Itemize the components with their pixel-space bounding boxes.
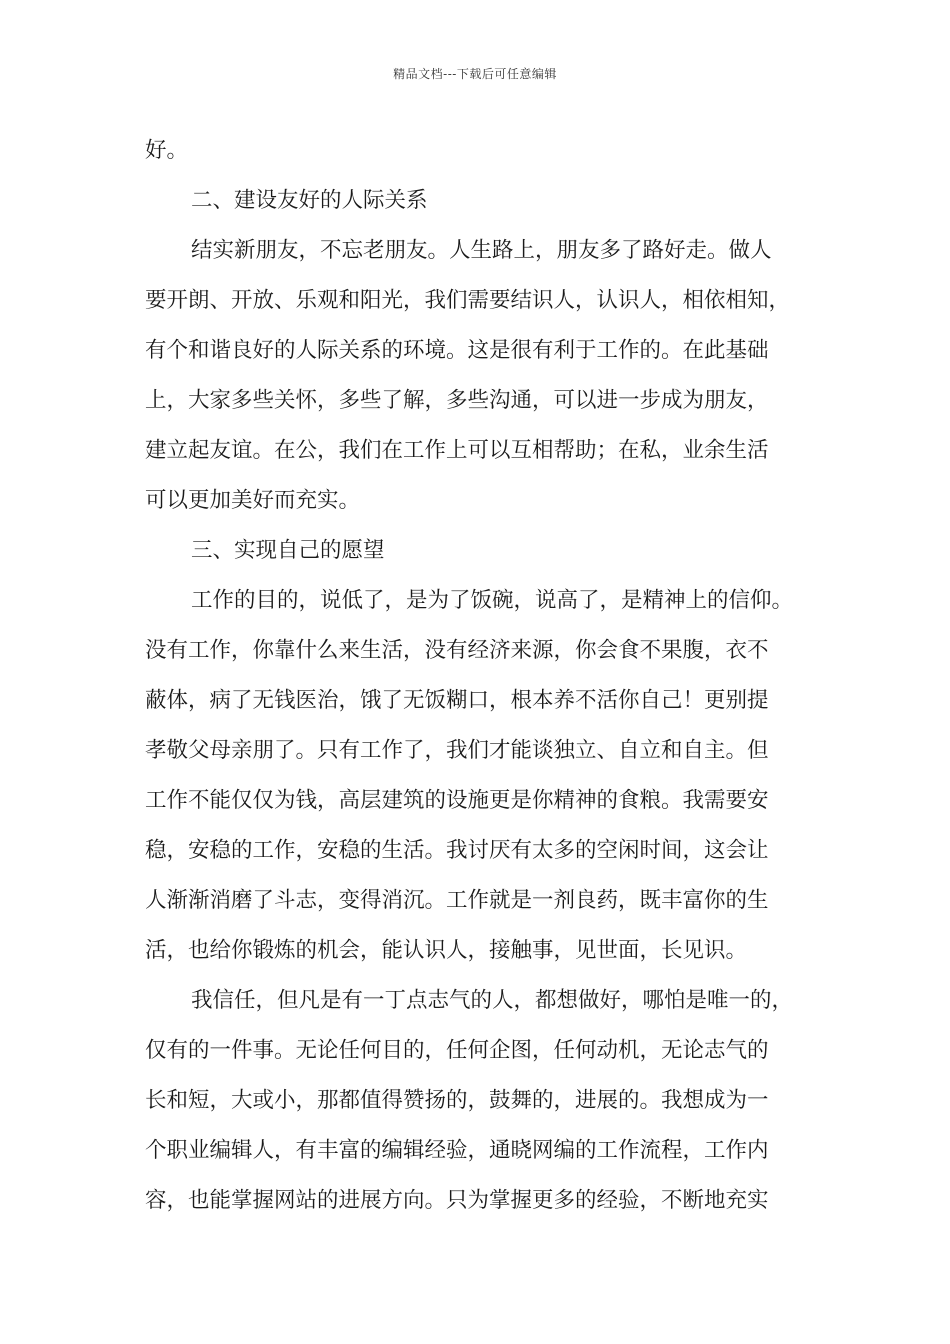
text-line: 建立起友谊。在公，我们在工作上可以互相帮助；在私，业余生活 [145,438,769,463]
text-line: 我信任，但凡是有一丁点志气的人，都想做好，哪怕是唯一的， [191,988,794,1013]
text-line: 工作不能仅仅为钱，高层建筑的设施更是你精神的食粮。我需要安 [145,788,769,813]
text-line: 可以更加美好而充实。 [145,488,361,513]
text-line: 结实新朋友，不忘老朋友。人生路上，朋友多了路好走。做人 [191,238,772,263]
text-line: 工作的目的，说低了，是为了饭碗，说高了，是精神上的信仰。 [191,588,794,613]
text-line: 个职业编辑人，有丰富的编辑经验，通晓网编的工作流程，工作内 [145,1138,769,1163]
text-line: 有个和谐良好的人际关系的环境。这是很有利于工作的。在此基础 [145,338,769,363]
text-line: 上，大家多些关怀，多些了解，多些沟通，可以进一步成为朋友， [145,388,769,413]
text-line: 长和短，大或小，那都值得赞扬的，鼓舞的，进展的。我想成为一 [145,1088,769,1113]
text-line: 没有工作，你靠什么来生活，没有经济来源，你会食不果腹，衣不 [145,638,769,663]
text-line: 稳，安稳的工作，安稳的生活。我讨厌有太多的空闲时间，这会让 [145,838,769,863]
page-header: 精品文档---下载后可任意编辑 [393,67,557,81]
text-line: 人渐渐消磨了斗志，变得消沉。工作就是一剂良药，既丰富你的生 [145,888,769,913]
section-heading: 三、实现自己的愿望 [191,538,385,563]
text-line: 要开朗、开放、乐观和阳光，我们需要结识人，认识人，相依相知， [145,288,791,313]
text-line: 容，也能掌握网站的进展方向。只为掌握更多的经验，不断地充实 [145,1188,769,1213]
text-line: 仅有的一件事。无论任何目的，任何企图，任何动机，无论志气的 [145,1038,769,1063]
text-line: 蔽体，病了无钱医治，饿了无饭糊口，根本养不活你自己！更别提 [145,688,769,713]
section-heading: 二、建设友好的人际关系 [191,188,428,213]
text-line: 孝敬父母亲朋了。只有工作了，我们才能谈独立、自立和自主。但 [145,738,769,763]
text-line: 活，也给你锻炼的机会，能认识人，接触事，见世面，长见识。 [145,938,748,963]
text-line: 好。 [145,138,189,163]
